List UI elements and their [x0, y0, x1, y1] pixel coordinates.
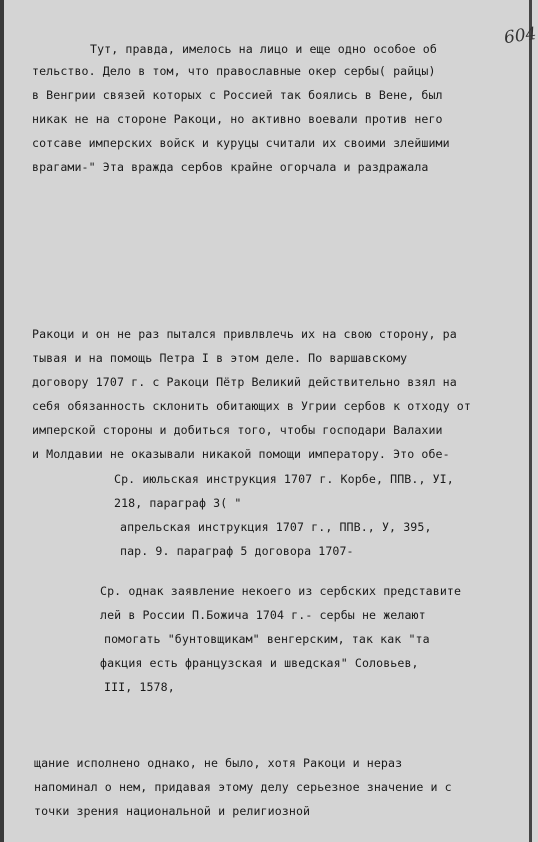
footnote-line: лей в России П.Божича 1704 г.- сербы не желают	[100, 608, 426, 622]
text-line: себя обязанность склонить обитающих в Угрии сербов к отходу от	[32, 399, 471, 413]
footnote-line: 218, параграф 3( "	[114, 496, 242, 510]
footnote-line: апрельская инструкция 1707 г., ППВ., У, 395,	[120, 520, 432, 534]
footnote-line: помогать "бунтовщикам" венгерским, так как "та	[104, 632, 430, 646]
text-line: точки зрения национальной и религиозной	[34, 804, 311, 818]
text-line: щание исполнено однако, не было, хотя Ракоци и нераз	[34, 756, 403, 770]
text-line: сотсаве имперских войск и куруцы считали их своими злейшими	[32, 136, 450, 150]
text-line: Ракоци и он не раз пытался привлвлечь их на свою сторону, ра	[32, 327, 457, 341]
footnote-line: факция есть французская и шведская" Соловьев,	[100, 656, 419, 670]
page-number: 604	[502, 23, 538, 49]
footnote-line: Ср. однак заявление некоего из сербских представите	[100, 584, 462, 598]
footnote-line: Ср. июльская инструкция 1707 г. Корбе, ППВ., УI,	[114, 472, 454, 486]
text-line: Тут, правда, имелось на лицо и еще одно особое об	[90, 42, 437, 56]
text-line: имперской стороны и добиться того, чтобы господари Валахии	[32, 423, 443, 437]
text-line: никак не на стороне Ракоци, но активно воевали против него	[32, 112, 443, 126]
text-line: договору 1707 г. с Ракоци Пётр Великий действительно взял на	[32, 375, 457, 389]
text-line: тывая и на помощь Петра I в этом деле. По варшавскому	[32, 351, 408, 365]
text-line: и Молдавии не оказывали никакой помощи императору. Это обе-	[32, 447, 450, 461]
footnote-line: пар. 9. параграф 5 договора 1707-	[120, 544, 354, 558]
footnote-line: III, 1578,	[104, 680, 175, 694]
text-line: врагами-" Эта вражда сербов крайне огорчала и раздражала	[32, 160, 429, 174]
text-line: в Венгрии связей которых с Россией так боялись в Вене, был	[32, 88, 443, 102]
text-line: напоминал о нем, придавая этому делу серьезное значение и с	[34, 780, 452, 794]
text-line: тельство. Дело в том, что православные окер сербы( райцы)	[32, 64, 436, 78]
